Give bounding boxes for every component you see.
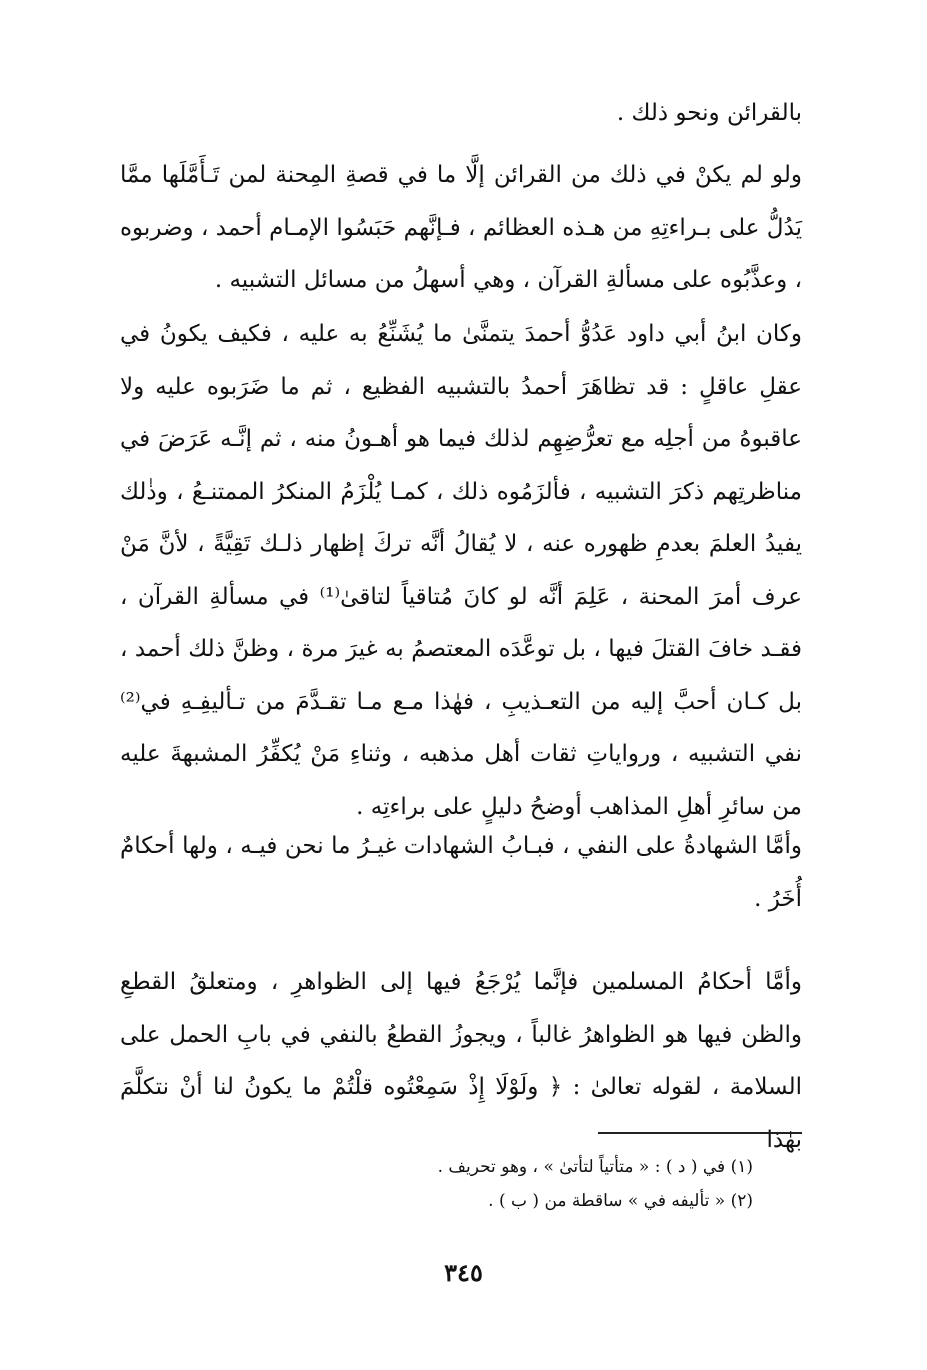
paragraph-rulings: وأمَّا أحكامُ المسلمين فإنَّما يُرْجَعُ فيها إلى الظواهرِ ، ومتعلقُ القطعِ والظن فيها هو الظواهرُ غالباً ، ويجوزُ القطعُ بالنفي في بابِ الحمل على السلامة ، لقوله تعالىٰ : ﴿ ولَوْلَا إِذْ سَمِعْتُوه قلْتُمْ ما يكونُ لنا أنْ نتكلَّمَ بهٰذا	[120, 969, 802, 1153]
paragraph-testimony: وأمَّا الشهادةُ على النفي ، فبـابُ الشهادات غيـرُ ما نحن فيـه ، ولها أحكامٌ أُخَرُ .	[120, 833, 802, 912]
footnote-1: (١) في ( د ) : « متأتياً لتأتىٰ » ، وهو تحريف .	[437, 1157, 753, 1177]
footnote-separator	[598, 1132, 802, 1134]
page-number: ٣٤٥	[444, 1258, 483, 1287]
paragraph-mihna: ولو لم يكنْ في ذلك من القرائن إلَّا ما في قصةِ المِحنة لمن تَـأَمَّلَها ممَّا يَدُلُّ على بـراءتِهِ من هـذه العظائم ، فـإنَّهم حَبَسُوا الإمـام أحمد ، وضربوه ، وعذَّبُوه على مسألةِ القرآن ، وهي أسهلُ من مسائل التشبيه .	[120, 162, 802, 293]
footnote-2: (٢) « تأليفه في » ساقطة من ( ب ) .	[488, 1191, 753, 1211]
paragraph-continuation: بالقرائن ونحو ذلك .	[616, 100, 802, 126]
paragraph-ibn-abi-dawud: وكان ابنُ أبي داود عَدُوُّ أحمدَ يتمنَّىٰ ما يُشَنِّعُ به عليه ، فكيف يكونُ في عقلِ عاقلٍ : قد تظاهَرَ أحمدُ بالتشبيه الفظيع ، ثم ما ضَرَبوه عليه ولا عاقبوهُ من أجلِه مع تعرُّضِهِم لذلك فيما هو أهـونُ منه ، ثم إنَّـه عَرَضَ في مناظرتِهم ذكرَ التشبيه ، فألزَمُوه ذلك ، كمـا يُلْزَمُ المنكرُ الممتنـعُ ، وذٰلك يفيدُ العلمَ بعدمِ ظهوره عنه ، لا يُقالُ أنَّه تركَ إظهار ذلـك تَقِيَّةً ، لأنَّ مَنْ عرف أمرَ المحنة ، عَلِمَ أنَّه لو كانَ مُتاقياً لتاقىٰ⁽¹⁾ في مسألةِ القرآن ، فقـد خافَ القتلَ فيها ، بل توعَّدَه المعتصمُ به غيرَ مرة ، وظنَّ ذلك أحمد ، بل كـان أحبَّ إليه من التعـذيبِ ، فهٰذا مـع مـا تقـدَّمَ من تـأليفِـهِ في⁽²⁾ نفي التشبيه ، ورواياتِ ثقات أهل مذهبه ، وثناءِ مَنْ يُكفِّرُ المشبهةَ عليه من سائرِ أهلِ المذاهب أوضحُ دليلٍ على براءتِه .	[120, 321, 802, 820]
